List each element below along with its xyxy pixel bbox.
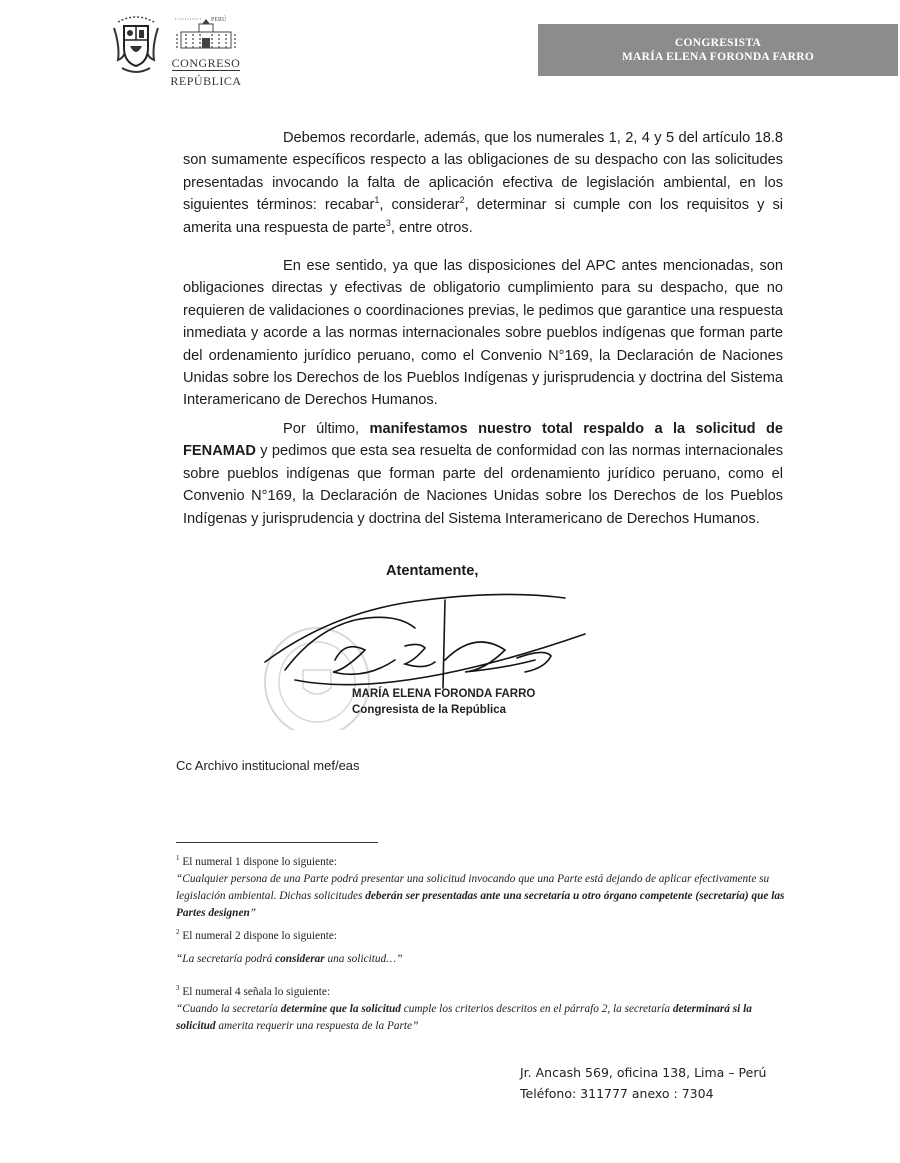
footnote-1-quote-bold: deberán ser presentadas ante una secretaría u otro órgano competente (secretaría) que las Partes designen (176, 889, 785, 919)
footnote-3 (176, 980, 786, 1035)
p3-text-b: y pedimos que esta sea resuelta de conformidad con las normas internacionales sobre pueblos indígenas que forman parte del ordenamiento jurídico peruano, como el Convenio N°169, la Declaración de Naciones Unidas sobre los Derechos de los Pueblos Indígenas y jurisprudencia y doctrina del Sistema Interamericano de Derechos Humanos. (183, 443, 783, 527)
banner-name: MARÍA ELENA FORONDA FARRO (621, 51, 815, 63)
footnote-1-quote-a: “Cualquier persona de una Parte podrá presentar una solicitud invocando que una Parte está dejando de aplicar efectivamente su legislación ambiental. Dichas solicitudes (176, 872, 770, 902)
closing-salutation: Atentamente, (386, 563, 479, 579)
footnote-3-quote-c: amerita requerir una respuesta de la Parte” (215, 1019, 419, 1032)
peru-coat-of-arms-icon (110, 12, 162, 82)
footnote-ref-3: 3 (385, 217, 391, 228)
footnote-1-quote-b: ” (249, 906, 257, 919)
congress-building-icon (166, 14, 246, 94)
address-line: Jr. Ancash 569, oficina 138, Lima – Perú (520, 1065, 767, 1080)
paragraph-request (183, 255, 783, 412)
logo-text-republica: REPÚBLICA (170, 74, 242, 88)
footnote-3-quote-a: “Cuando la secretaría (176, 1002, 281, 1015)
p1-text-b: , considerar (379, 197, 460, 214)
footnote-1-intro: El numeral 1 dispone lo siguiente: (182, 855, 338, 868)
office-address (520, 1062, 766, 1104)
p2-text: En ese sentido, ya que las disposiciones del APC antes mencionadas, son obligaciones directas y efectivas de obligatorio cumplimiento para su despacho, que no requieren de validaciones o coordinaciones previas, le pedimos que garantice una respuesta inmediata y acorde a las normas internacionales sobre pueblos indígenas que forman parte del ordenamiento jurídico peruano, como el Convenio N°169, la Declaración de Naciones Unidas sobre los Derechos de los Pueblos Indígenas y jurisprudencia y doctrina del Sistema Interamericano de Derechos Humanos. (183, 258, 783, 409)
footnote-2-intro: El numeral 2 dispone lo siguiente: (182, 929, 338, 942)
letterhead (0, 0, 900, 110)
p3-text-a: Por último, (283, 421, 370, 437)
logo-text-congreso: CONGRESO (171, 56, 241, 70)
footnote-1-number: 1 (176, 854, 180, 862)
banner-title: CONGRESISTA (674, 37, 762, 49)
p1-text-c: , determinar si cumple con los requisitos y si amerita una respuesta de parte (183, 197, 784, 236)
footnote-2 (176, 924, 786, 945)
footnote-2-quote-a: “La secretaría podrá (176, 953, 276, 965)
footnote-2-quote-bold: considerar (275, 953, 325, 965)
p1-text-a: Debemos recordarle, además, que los numerales 1, 2, 4 y 5 del artículo 18.8 son sumamente específicos respecto a las obligaciones de su despacho con las solicitudes presentadas invocando la falta de aplicación efectiva de legislación ambiental, en los siguientes términos: recabar (183, 130, 783, 214)
p3-text-bold: manifestamos nuestro total respaldo a la solicitud de FENAMAD (183, 421, 783, 460)
signer-name: MARÍA ELENA FORONDA FARRO (352, 688, 536, 700)
paragraph-support (183, 418, 783, 530)
footnote-1 (176, 850, 786, 922)
footnote-ref-1: 1 (374, 195, 380, 206)
footnote-3-number: 3 (176, 984, 180, 992)
p1-text-d: , entre otros. (390, 219, 473, 236)
paragraph-obligations (183, 127, 783, 239)
footnote-3-quote-bold-1: determine que la solicitud (280, 1002, 401, 1015)
signer-title: Congresista de la República (352, 704, 507, 716)
footnote-3-quote-bold-2: determinará si la solicitud (176, 1002, 752, 1032)
footnote-divider (176, 842, 378, 843)
footnote-3-quote-b: cumple los criterios descritos en el párrafo 2, la secretaría (400, 1002, 673, 1015)
footnote-2-quote (176, 951, 786, 968)
footnote-3-intro: El numeral 4 señala lo siguiente: (182, 985, 331, 998)
logo-small-text: PERÚ (211, 17, 227, 23)
phone-line: Teléfono: 311777 anexo : 7304 (520, 1086, 714, 1101)
footnote-2-number: 2 (176, 928, 180, 936)
cc-line: Cc Archivo institucional mef/eas (176, 758, 360, 773)
footnote-2-quote-b: una solicitud…” (324, 953, 403, 965)
congresista-banner (538, 24, 898, 76)
footnote-ref-2: 2 (459, 195, 465, 206)
